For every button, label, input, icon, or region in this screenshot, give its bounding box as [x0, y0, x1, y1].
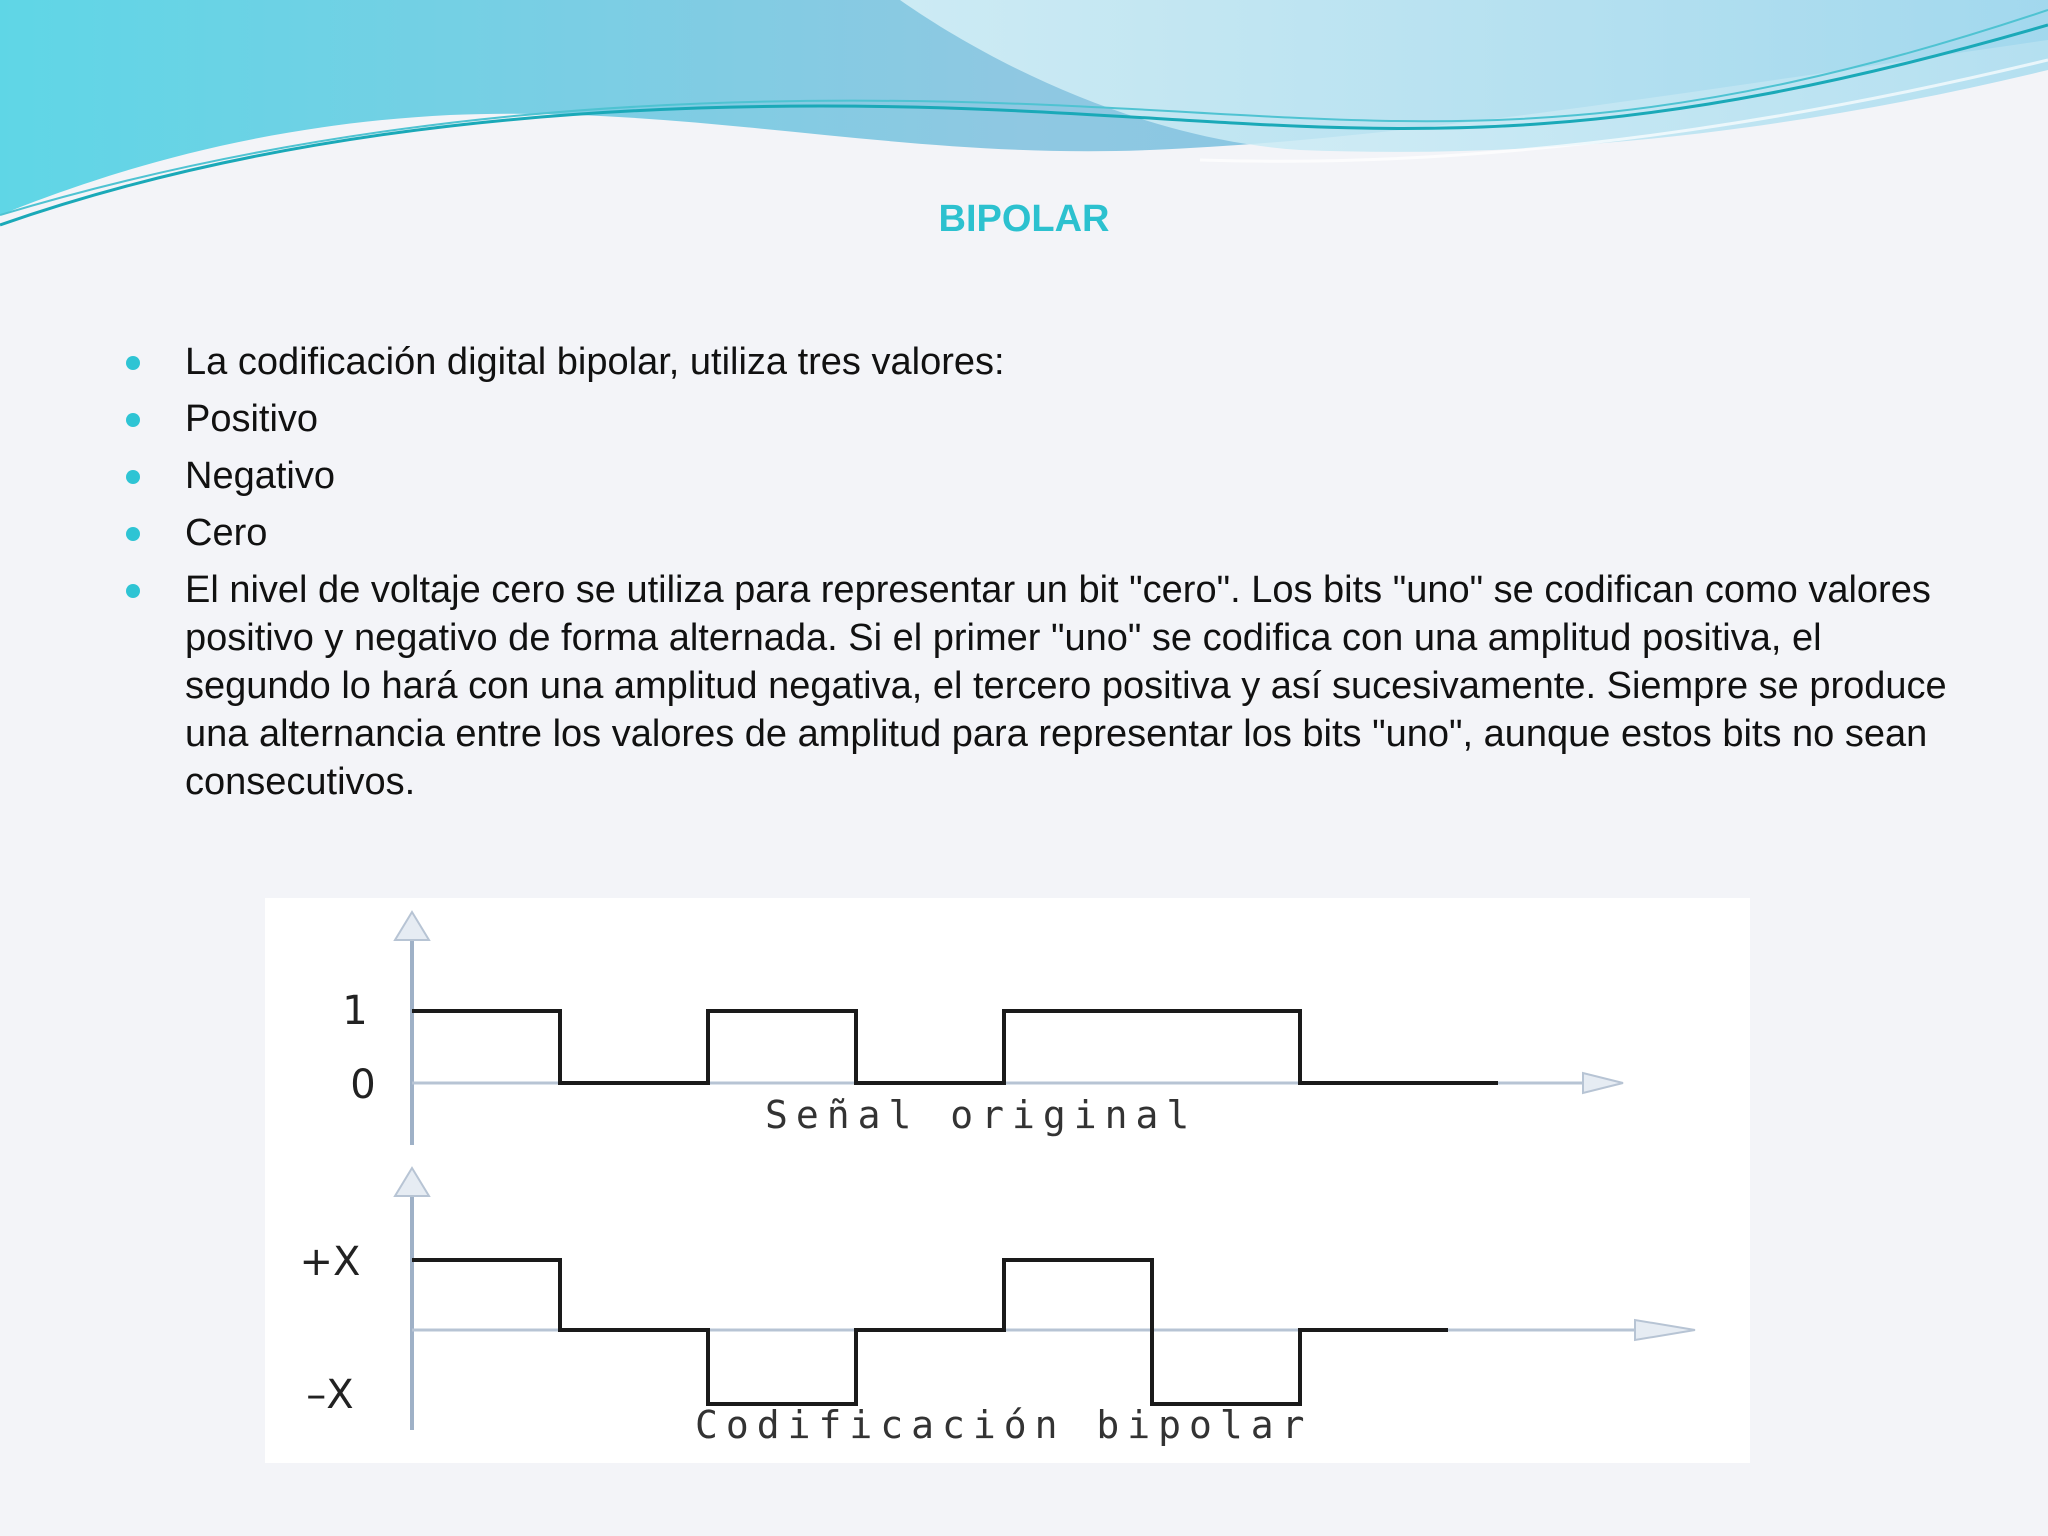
bullet-text: Cero	[185, 512, 268, 554]
bullet-item-paragraph	[126, 566, 1955, 806]
bottom-level-pos-label: +X	[299, 1239, 361, 1285]
bullet-text: Negativo	[185, 455, 335, 497]
top-level-low-label: 0	[350, 1062, 376, 1108]
bullet-dot-icon	[126, 356, 140, 370]
bullet-dot-icon	[126, 527, 140, 541]
bullet-dot-icon	[126, 470, 140, 484]
bottom-level-neg-label: –X	[306, 1372, 354, 1418]
diagram-background	[265, 898, 1750, 1463]
bipolar-encoding-diagram	[265, 898, 1750, 1463]
bullet-text: La codificación digital bipolar, utiliza tres valores:	[185, 341, 1005, 383]
bullet-item	[126, 395, 1926, 443]
slide-title: BIPOLAR	[938, 198, 1110, 240]
bullet-text: El nivel de voltaje cero se utiliza para representar un bit "cero". Los bits "uno" se codifican como valores positivo y negativo de forma alternada. Si el primer "uno" se codifica con una amplitud positiva, el segundo lo hará con una amplitud negativa, el tercero positiva y así sucesivamente. Siempre se produce una alternancia entre los valores de amplitud para representar los bits "uno", aunque estos bits no sean consecutivos.	[185, 569, 1947, 803]
bullet-dot-icon	[126, 413, 140, 427]
bullet-item	[126, 338, 1926, 386]
bullet-item	[126, 509, 1926, 557]
bullet-list	[126, 338, 1947, 815]
bottom-caption: Codificación bipolar	[695, 1403, 1313, 1447]
bullet-dot-icon	[126, 584, 140, 598]
bullet-text: Positivo	[185, 398, 319, 440]
top-caption: Señal original	[765, 1093, 1198, 1137]
bullet-item	[126, 452, 1926, 500]
top-level-high-label: 1	[342, 988, 368, 1034]
